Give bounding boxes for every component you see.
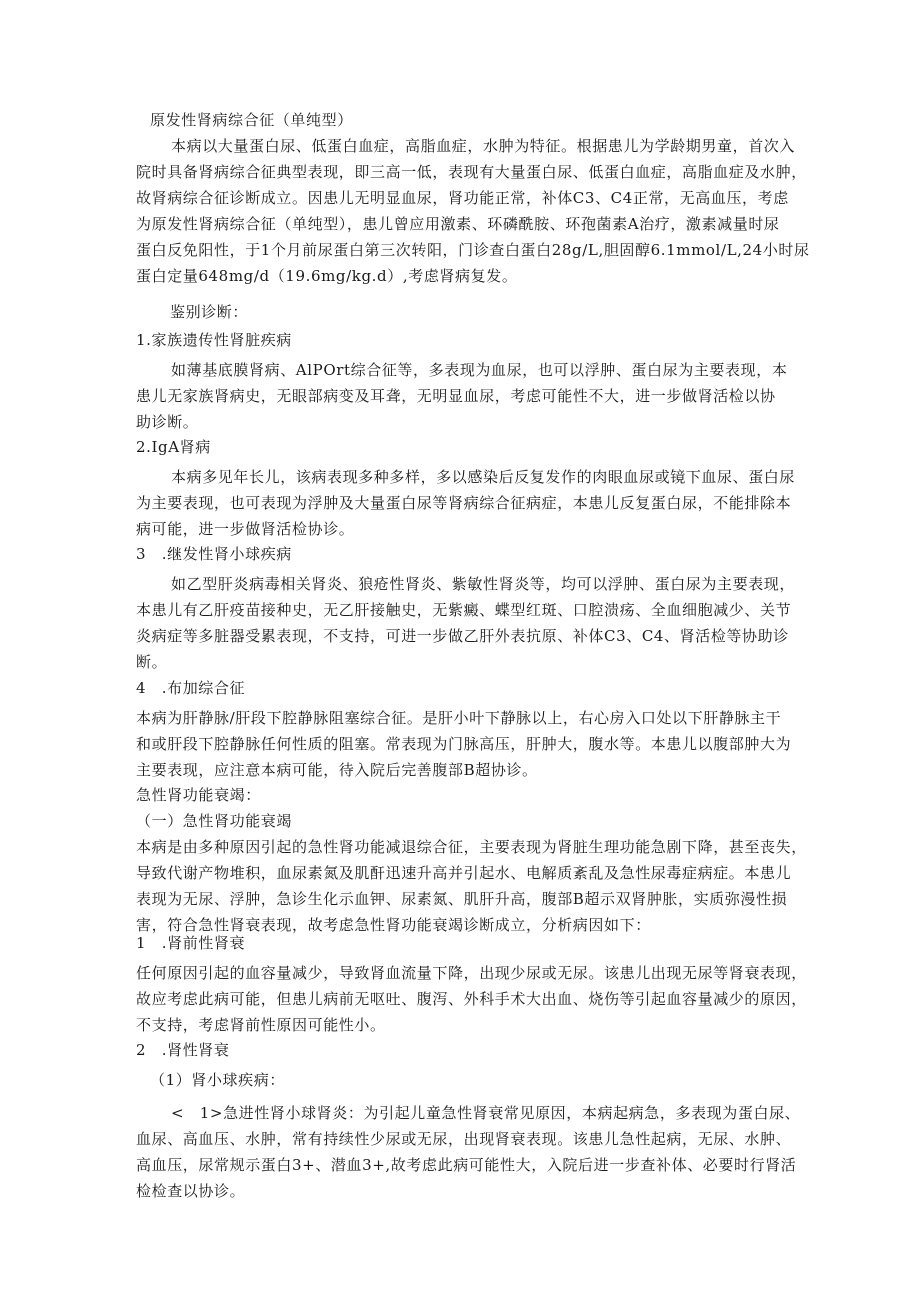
arf-section — [136, 782, 807, 938]
text-line: 主要表现，应注意本病可能，待入院后完善腹部B超协诊。 — [136, 761, 538, 779]
section-heading: 2 .肾性肾衰 — [136, 1041, 230, 1059]
text-line: 为原发性肾病综合征（单纯型），患儿曾应用激素、环磷酰胺、环孢菌素A治疗，激素减量时尿 — [136, 215, 780, 233]
section-paragraph — [136, 1100, 800, 1204]
text-line: 患儿无家族肾病史，无眼部病变及耳聋，无明显血尿，考虑可能性不大，进一步做肾活检以协 — [136, 387, 776, 405]
text-line: 炎病症等多脏器受累表现，不支持，可进一步做乙肝外表抗原、补体C3、C4、肾活检等协助诊 — [136, 627, 789, 645]
text-line: 本病为肝静脉/肝段下腔静脉阻塞综合征。是肝小叶下静脉以上，右心房入口处以下肝静脉主干 — [136, 709, 782, 727]
section-paragraph — [136, 571, 795, 675]
arf-subheading: （一）急性肾功能衰竭 — [136, 812, 293, 830]
text-line: 本病是由多种原因引起的急性肾功能减退综合征，主要表现为肾脏生理功能急剧下降，甚至丧失， — [136, 838, 807, 856]
section-heading: 3 .继发性肾小球疾病 — [136, 545, 292, 563]
text-line: 本患儿有乙肝疫苗接种史，无乙肝接触史，无紫癜、蝶型红斑、口腔溃疡、全血细胞减少、关节 — [136, 601, 792, 619]
section-paragraph — [136, 705, 791, 783]
section-paragraph — [136, 960, 807, 1038]
text-line: 任何原因引起的血容量减少，导致肾血流量下降，出现少尿或无尿。该患儿出现无尿等肾衰表现， — [136, 964, 807, 982]
text-line: 故应考虑此病可能，但患儿病前无呕吐、腹泻、外科手术大出血、烧伤等引起血容量减少的原因， — [136, 990, 807, 1008]
text-line: 故肾病综合征诊断成立。因患儿无明显血尿，肾功能正常，补体C3、C4正常，无高血压，考虑 — [136, 189, 789, 207]
section-heading: 1 .肾前性肾衰 — [136, 934, 246, 952]
arf-heading: 急性肾功能衰竭： — [136, 786, 261, 804]
differential-heading: 鉴别诊断： — [170, 303, 249, 321]
text-line: 害，符合急性肾衰表现，故考虑急性肾功能衰竭诊断成立，分析病因如下： — [136, 916, 651, 934]
text-line: 本病多见年长儿，该病表现多种多样，多以感染后反复发作的肉眼血尿或镜下血尿、蛋白尿 — [171, 468, 796, 486]
subsection-heading: （1）肾小球疾病： — [150, 1071, 285, 1089]
text-line: 血尿、高血压、水肿，常有持续性少尿或无尿，出现肾衰表现。该患儿急性起病，无尿、水肿、 — [136, 1130, 792, 1148]
text-line: 助诊断。 — [136, 413, 199, 431]
text-line: 院时具备肾病综合征典型表现，即三高一低，表现有大量蛋白尿、低蛋白血症，高脂血症及水肿， — [136, 163, 807, 181]
text-line: 如薄基底膜肾病、AlPOrt综合征等，多表现为血尿，也可以浮肿、蛋白尿为主要表现，本 — [171, 361, 788, 379]
text-line: 蛋白定量648mg∕d（19.6mg∕kg.d）,考虑肾病复发。 — [136, 267, 518, 285]
text-line: 和或肝段下腔静脉任何性质的阻塞。常表现为门脉高压，肝肿大，腹水等。本患儿以腹部肿大为 — [136, 735, 792, 753]
section-paragraph — [136, 357, 787, 435]
text-line: 病可能，进一步做肾活检协诊。 — [136, 520, 355, 538]
page-title: 原发性肾病综合征（单纯型） — [150, 111, 353, 129]
intro-paragraph — [136, 133, 810, 289]
text-line: 蛋白反免阳性，于1个月前尿蛋白第三次转阳，门诊查白蛋白28g∕L,胆固醇6.1mmol∕L,24小时尿 — [136, 241, 810, 259]
text-line: 如乙型肝炎病毒相关肾炎、狼疮性肾炎、紫敏性肾炎等，均可以浮肿、蛋白尿为主要表现， — [171, 575, 796, 593]
text-line: 表现为无尿、浮肿，急诊生化示血钾、尿素氮、肌肝升高，腹部B超示双肾肿胀，实质弥漫性损 — [136, 890, 788, 908]
section-paragraph — [136, 464, 795, 542]
section-heading: 4 .布加综合征 — [136, 679, 246, 697]
text-line: < 1>急进性肾小球肾炎：为引起儿童急性肾衰常见原因，本病起病急，多表现为蛋白尿、 — [171, 1104, 801, 1122]
text-line: 导致代谢产物堆积，血尿素氮及肌酐迅速升高并引起水、电解质紊乱及急性尿毒症病症。本患儿 — [136, 864, 792, 882]
section-heading: 1.家族遗传性肾脏疾病 — [136, 331, 292, 349]
text-line: 为主要表现，也可表现为浮肿及大量蛋白尿等肾病综合征病症，本患儿反复蛋白尿，不能排除本 — [136, 494, 792, 512]
text-line: 断。 — [136, 653, 168, 671]
text-line: 不支持，考虑肾前性原因可能性小。 — [136, 1016, 386, 1034]
text-line: 高血压，尿常规示蛋白3+、潜血3+,故考虑此病可能性大，入院后进一步查补体、必要时行肾活 — [136, 1156, 797, 1174]
section-heading: 2.IgA肾病 — [136, 438, 211, 456]
text-line: 本病以大量蛋白尿、低蛋白血症，高脂血症，水肿为特征。根据患儿为学龄期男童，首次入 — [171, 137, 796, 155]
text-line: 检检查以协诊。 — [136, 1182, 246, 1200]
